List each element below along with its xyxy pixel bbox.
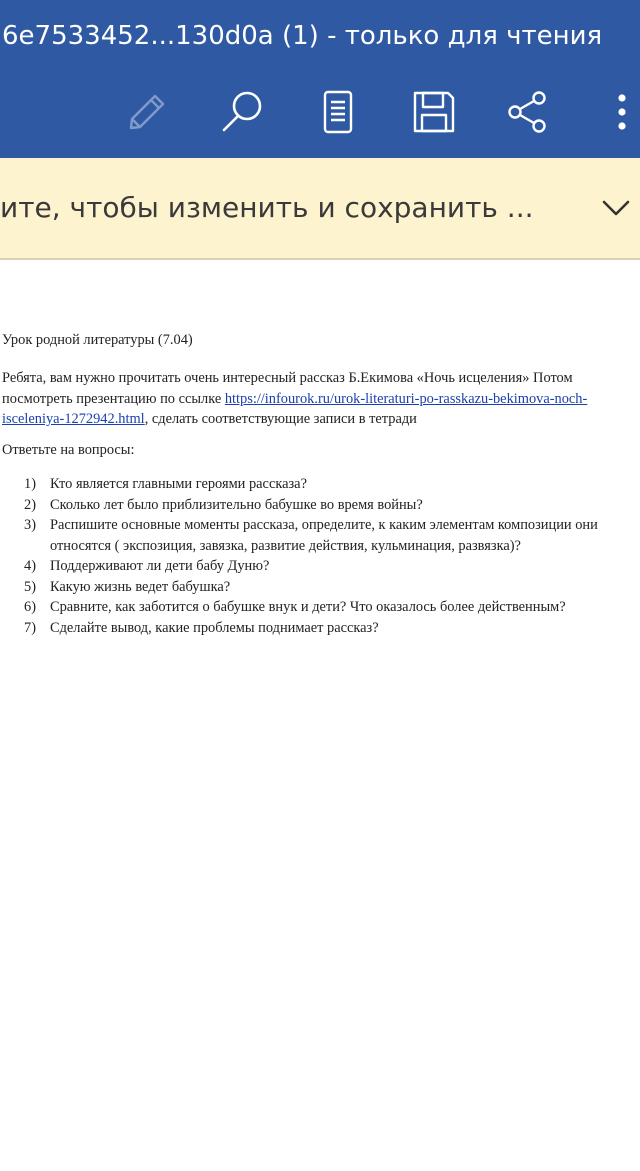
- mobile-view-button[interactable]: [308, 82, 368, 142]
- chevron-down-icon: [601, 198, 631, 218]
- question-text: Сделайте вывод, какие проблемы поднимает рассказ?: [50, 619, 379, 636]
- save-button[interactable]: [404, 82, 464, 142]
- search-icon: [218, 88, 266, 136]
- more-button[interactable]: [596, 82, 640, 142]
- list-item: [24, 556, 634, 577]
- list-item: [24, 597, 634, 618]
- mobile-view-icon: [320, 89, 356, 135]
- list-item: [24, 474, 634, 495]
- read-only-banner[interactable]: [0, 158, 640, 260]
- pencil-icon: [125, 90, 169, 134]
- question-number: 2): [24, 496, 36, 513]
- banner-expand-button[interactable]: [594, 186, 638, 230]
- presentation-link[interactable]: https://infourok.ru/urok-literaturi-po-rasskazu-bekimova-noch-isceleniya-1272942.html: [2, 390, 588, 427]
- list-item: [24, 577, 634, 598]
- share-button[interactable]: [498, 82, 558, 142]
- list-item: [24, 515, 634, 556]
- save-icon: [412, 90, 456, 134]
- more-vertical-icon: [608, 90, 628, 134]
- search-button[interactable]: [212, 82, 272, 142]
- question-text: Поддерживают ли дети бабу Дуню?: [50, 558, 270, 574]
- question-text: Сравните, как заботится о бабушке внук и дети? Что оказалось более действенным?: [50, 599, 566, 615]
- window-title: 6e7533452...130d0a (1) - только для чтения: [2, 21, 603, 51]
- question-number: 1): [24, 476, 36, 492]
- document-page: [0, 260, 640, 1171]
- question-text: Какую жизнь ведет бабушка?: [50, 578, 231, 595]
- intro-text: Ребята, вам нужно прочитать очень интересный рассказ Б.Екимова «Ночь исцеления» Потом посмотреть презентацию по ссылке: [2, 370, 573, 407]
- title-bar: [0, 0, 640, 78]
- list-item: [24, 618, 634, 639]
- toolbar: [0, 78, 640, 158]
- question-text: Кто является главными героями рассказа?: [50, 476, 307, 492]
- document-title: Урок родной литературы (7.04): [2, 332, 193, 348]
- question-text: Распишите основные моменты рассказа, определите, к каким элементам композиции они относятся ( экспозиция, завязка, развитие действия, кульминация, развязка)?: [50, 517, 598, 554]
- question-number: 5): [24, 578, 36, 595]
- question-number: 3): [24, 517, 36, 533]
- share-icon: [505, 89, 551, 135]
- banner-text: ите, чтобы изменить и сохранить ...: [0, 191, 534, 224]
- list-item: [24, 495, 634, 516]
- questions-heading: Ответьте на вопросы:: [2, 442, 135, 458]
- edit-button[interactable]: [117, 82, 177, 142]
- question-number: 7): [24, 619, 36, 636]
- question-text: Сколько лет было приблизительно бабушке во время войны?: [50, 496, 423, 513]
- intro-paragraph: [2, 368, 636, 430]
- question-number: 6): [24, 599, 36, 615]
- intro-text-end: , сделать соответствующие записи в тетради: [144, 411, 417, 427]
- questions-list: [24, 474, 634, 638]
- question-number: 4): [24, 558, 36, 574]
